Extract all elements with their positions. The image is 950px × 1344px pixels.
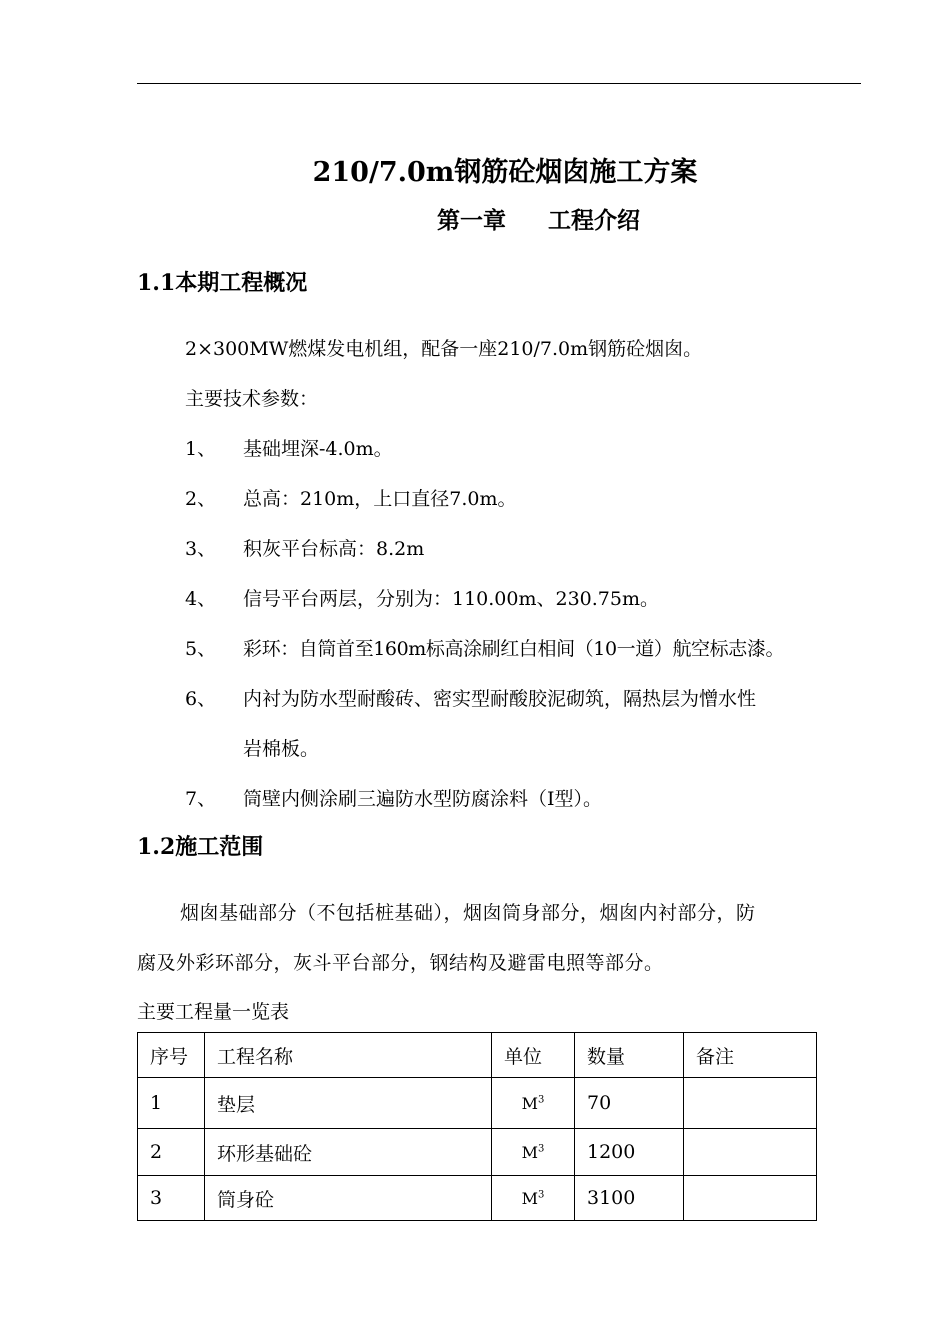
item-number: 6、 <box>185 688 217 710</box>
item-text: 基础埋深-4.0m。 <box>243 438 393 460</box>
document-title: 210/7.0m钢筋砼烟囱施工方案 <box>312 157 698 188</box>
chapter-heading <box>437 202 640 235</box>
row-name: 垫层 <box>205 1078 492 1129</box>
scope-paragraph-line2: 腐及外彩环部分，灰斗平台部分，钢结构及避雷电照等部分。 <box>137 952 664 974</box>
chapter-title: 工程介绍 <box>548 207 641 234</box>
table-row <box>138 1078 817 1129</box>
header-cell: 单位 <box>492 1033 575 1078</box>
section-heading-1-2: 1.2施工范围 <box>137 834 264 860</box>
quantity-table <box>137 1032 817 1221</box>
item-number: 5、 <box>185 638 217 660</box>
item-text-continued: 岩棉板。 <box>243 738 320 760</box>
row-number: 2 <box>138 1129 205 1176</box>
row-note <box>684 1078 817 1129</box>
header-rule <box>137 83 861 84</box>
row-quantity: 1200 <box>575 1129 684 1176</box>
chapter-number: 第一章 <box>437 207 506 234</box>
item-text: 总高：210m，上口直径7.0m。 <box>243 488 517 510</box>
table-caption: 主要工程量一览表 <box>137 1001 290 1023</box>
row-unit: $M^3$ <box>492 1129 575 1176</box>
section-heading-1-1: 1.1本期工程概况 <box>137 270 308 296</box>
item-number: 7、 <box>185 788 217 810</box>
item-text: 内衬为防水型耐酸砖、密实型耐酸胶泥砌筑，隔热层为憎水性 <box>243 688 757 710</box>
table-row <box>138 1129 817 1176</box>
row-number: 3 <box>138 1176 205 1221</box>
header-cell: 序号 <box>138 1033 205 1078</box>
params-label: 主要技术参数： <box>185 388 319 410</box>
row-note <box>684 1129 817 1176</box>
item-text: 彩环：自筒首至160m标高涂刷红白相间（10一道）航空标志漆。 <box>243 638 785 660</box>
table-header-row <box>138 1033 817 1078</box>
header-cell: 工程名称 <box>205 1033 492 1078</box>
item-number: 3、 <box>185 538 217 560</box>
header-cell: 数量 <box>575 1033 684 1078</box>
row-number: 1 <box>138 1078 205 1129</box>
item-text: 积灰平台标高：8.2m <box>243 538 425 560</box>
row-unit: $M^3$ <box>492 1176 575 1221</box>
item-text: 筒壁内侧涂刷三遍防水型防腐涂料（I型）。 <box>243 788 603 810</box>
row-quantity: 3100 <box>575 1176 684 1221</box>
intro-paragraph: 2×300MW燃煤发电机组，配备一座210/7.0m钢筋砼烟囱。 <box>185 338 703 360</box>
header-cell: 备注 <box>684 1033 817 1078</box>
item-text: 信号平台两层，分别为：110.00m、230.75m。 <box>243 588 659 610</box>
row-name: 筒身砼 <box>205 1176 492 1221</box>
row-name: 环形基础砼 <box>205 1129 492 1176</box>
item-number: 2、 <box>185 488 217 510</box>
table-row <box>138 1176 817 1221</box>
row-quantity: 70 <box>575 1078 684 1129</box>
item-number: 4、 <box>185 588 217 610</box>
item-number: 1、 <box>185 438 217 460</box>
row-note <box>684 1176 817 1221</box>
row-unit: $M^3$ <box>492 1078 575 1129</box>
scope-paragraph-line1: 烟囱基础部分（不包括桩基础），烟囱筒身部分，烟囱内衬部分，防 <box>180 902 756 924</box>
